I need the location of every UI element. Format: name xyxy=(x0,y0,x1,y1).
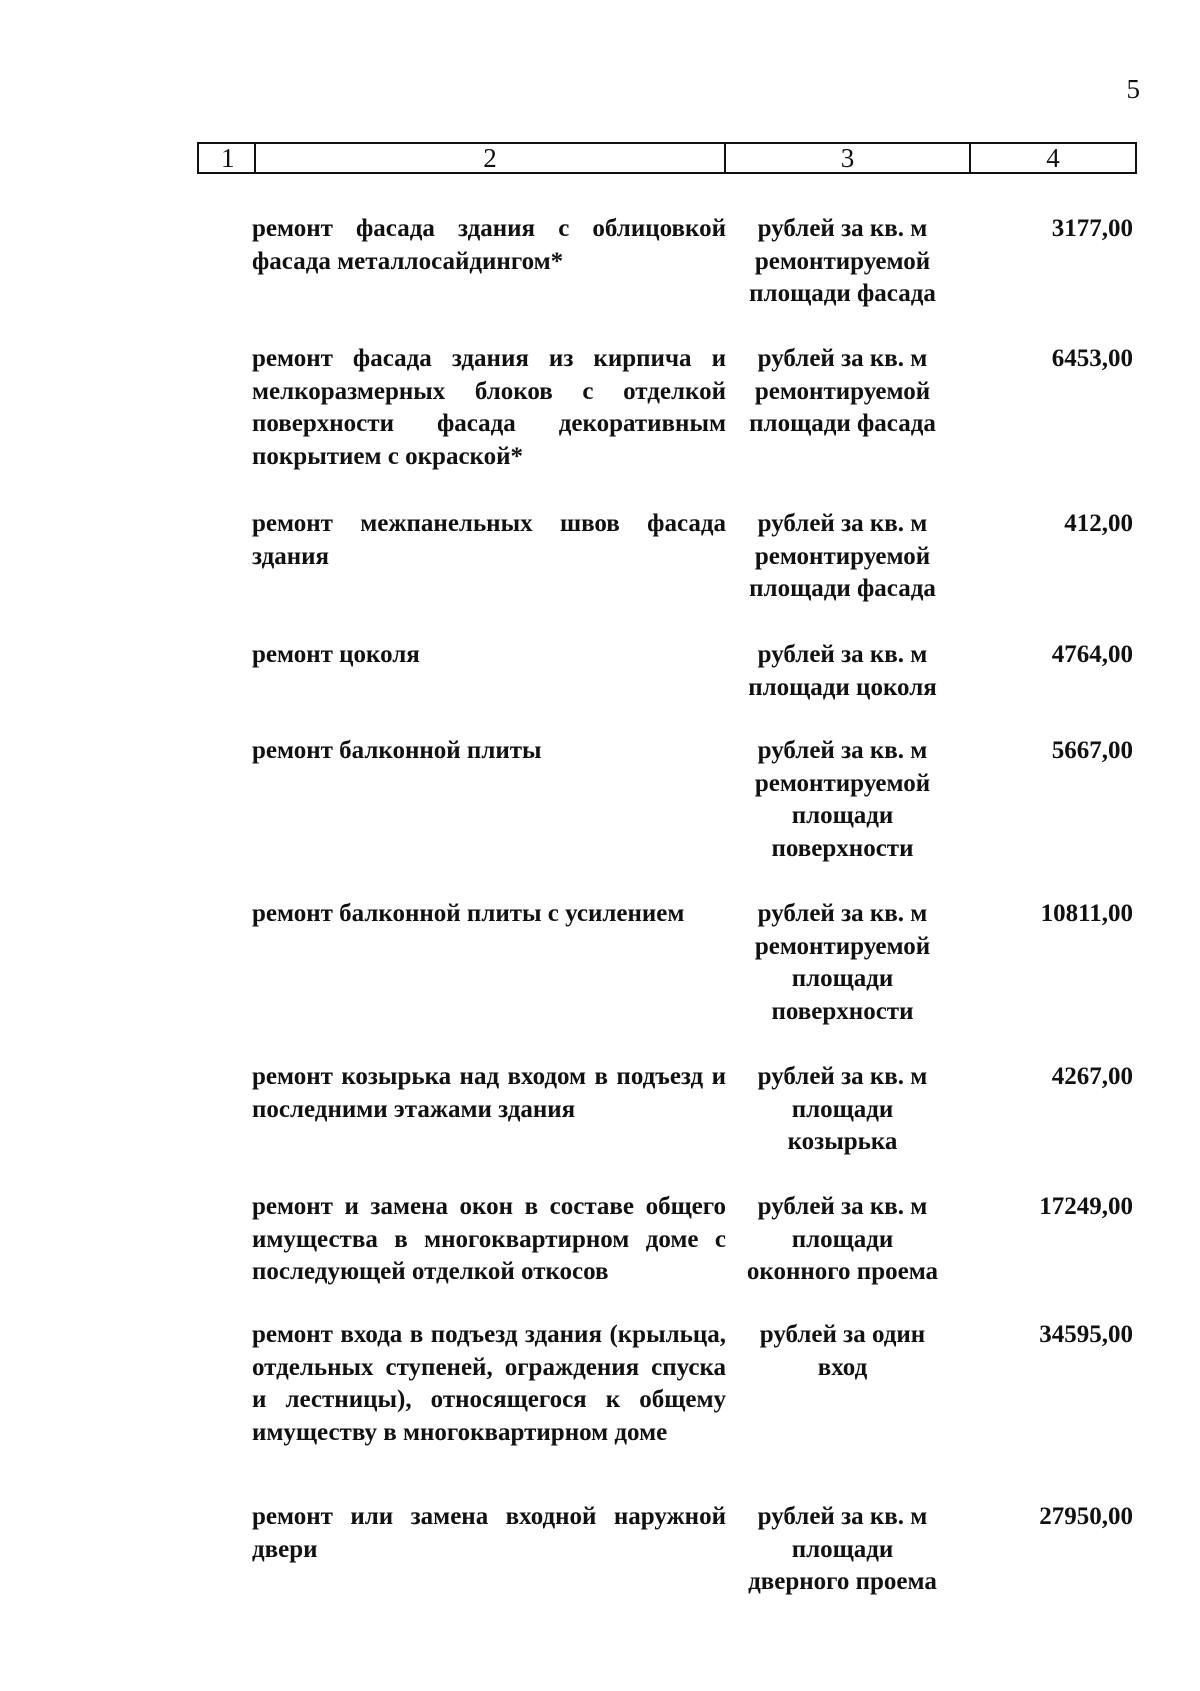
work-description: ремонт или замена входной наружной двери xyxy=(252,1503,726,1563)
table-row xyxy=(0,639,1200,735)
price-value: 10811,00 xyxy=(1040,900,1133,927)
column-header-4: 4 xyxy=(1046,143,1060,173)
table-row xyxy=(0,735,1200,898)
column-header-1: 1 xyxy=(199,144,256,172)
work-description: ремонт межпанельных швов фасада здания xyxy=(252,510,726,570)
work-description: ремонт фасада здания с облицовкой фасада металлосайдингом* xyxy=(252,215,726,275)
table-row xyxy=(0,1501,1200,1611)
price-value: 17249,00 xyxy=(1039,1193,1133,1220)
table-row xyxy=(0,508,1200,639)
work-description: ремонт козырька над входом в подъезд и последними этажами здания xyxy=(252,1063,726,1123)
column-header-3: 3 xyxy=(726,144,971,172)
unit-of-measure: рублей за кв. м площади цоколя xyxy=(748,641,937,701)
unit-of-measure: рублей за кв. м ремонтируемой площади поверхности xyxy=(754,737,931,862)
unit-of-measure: рублей за кв. м площади дверного проема xyxy=(748,1503,937,1595)
work-description: ремонт цоколя xyxy=(252,641,420,668)
work-description: ремонт балконной плиты с усилением xyxy=(252,900,685,927)
table-row xyxy=(0,1061,1200,1191)
table-row xyxy=(0,343,1200,508)
table-row xyxy=(0,1319,1200,1501)
tariff-table-body xyxy=(0,213,1200,1611)
work-description: ремонт балконной плиты xyxy=(252,737,542,764)
table-row xyxy=(0,898,1200,1061)
page-number: 5 xyxy=(1126,74,1140,104)
unit-of-measure: рублей за один вход xyxy=(759,1321,926,1381)
price-value: 412,00 xyxy=(1064,510,1133,537)
work-description: ремонт и замена окон в составе общего имущества в многоквартирном доме с последующей отделкой откосов xyxy=(252,1193,726,1285)
price-value: 3177,00 xyxy=(1051,215,1133,242)
unit-of-measure: рублей за кв. м площади козырька xyxy=(757,1063,928,1155)
price-value: 5667,00 xyxy=(1051,737,1133,764)
work-description: ремонт входа в подъезд здания (крыльца, отдельных ступеней, ограждения спуска и лестницы), относящегося к общему имуществу в многоквартирном доме xyxy=(252,1321,726,1446)
table-row xyxy=(0,1191,1200,1319)
unit-of-measure: рублей за кв. м ремонтируемой площади фасада xyxy=(749,345,936,437)
table-row xyxy=(0,213,1200,343)
unit-of-measure: рублей за кв. м ремонтируемой площади поверхности xyxy=(754,900,931,1025)
work-description: ремонт фасада здания из кирпича и мелкоразмерных блоков с отделкой поверхности фасада декоративным покрытием с окраской* xyxy=(252,345,726,470)
unit-of-measure: рублей за кв. м ремонтируемой площади фасада xyxy=(749,215,936,307)
price-value: 4764,00 xyxy=(1051,641,1133,668)
price-value: 27950,00 xyxy=(1039,1503,1133,1530)
column-header-row xyxy=(197,142,1137,174)
column-header-2: 2 xyxy=(256,144,726,172)
price-value: 6453,00 xyxy=(1051,345,1133,372)
price-value: 34595,00 xyxy=(1039,1321,1133,1348)
unit-of-measure: рублей за кв. м площади оконного проема xyxy=(746,1193,939,1285)
price-value: 4267,00 xyxy=(1051,1063,1133,1090)
unit-of-measure: рублей за кв. м ремонтируемой площади фасада xyxy=(749,510,936,602)
